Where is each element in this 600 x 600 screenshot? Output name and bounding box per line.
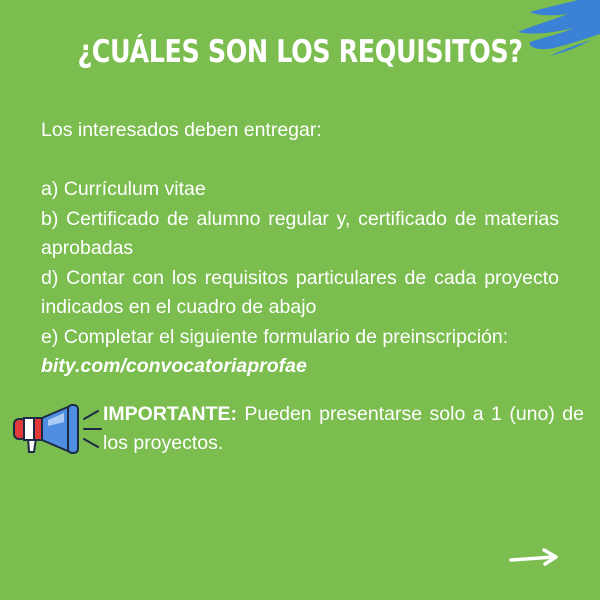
requirement-item: e) Completar el siguiente formulario de preinscripción: [41,325,509,348]
requirement-item: b) Certificado de alumno regular y, certificado de materias aprobadas [41,207,559,259]
important-message: Pueden presentarse solo a 1 (uno) de los proyectos. [103,403,584,454]
megaphone-icon [12,402,104,462]
important-notice [12,400,584,470]
intro-text: Los interesados deben entregar: [41,119,322,141]
requirement-item: a) Currículum vitae [41,178,206,200]
requirement-item: d) Contar con los requisitos particulares de cada proyecto indicados en el cuadro de abajo [41,266,559,318]
arrow-right-icon[interactable] [508,546,560,568]
registration-link[interactable]: bity.com/convocatoriaprofae [41,355,307,377]
page-title: ¿CUÁLES SON LOS REQUISITOS? [77,34,523,70]
requirements-section [41,116,559,382]
important-label: IMPORTANTE: [103,403,237,425]
important-text [103,400,584,458]
